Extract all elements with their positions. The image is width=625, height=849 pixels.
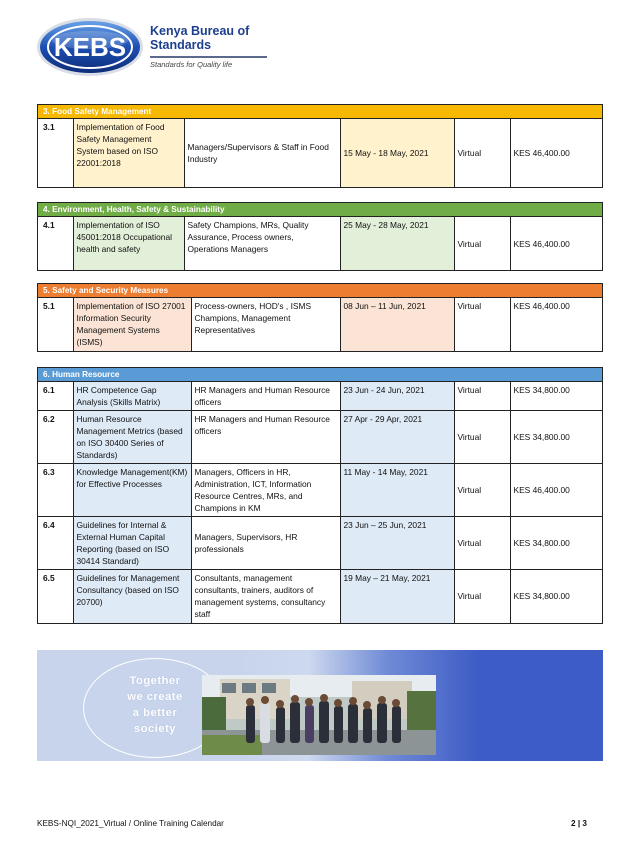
course-number: 3.1 [38,119,73,187]
slogan-line1: Together [129,675,181,687]
course-price: KES 46,400.00 [510,217,602,270]
table-row [38,298,602,351]
course-number: 6.4 [38,517,73,570]
org-name [150,24,290,52]
course-mode: Virtual [454,464,510,517]
tagline: Standards for Quality life [150,60,233,69]
promo-banner [37,650,603,761]
header-divider [150,56,267,58]
course-title: Implementation of Food Safety Management System based on ISO 22001:2018 [73,119,184,187]
slogan-line4: society [133,723,177,735]
group-photo [202,675,436,755]
course-title: Human Resource Management Metrics (based on ISO 30400 Series of Standards) [73,411,191,464]
slogan [93,673,217,737]
kebs-logo [36,16,145,78]
section-security [37,283,603,352]
course-date: 23 Jun – 25 Jun, 2021 [340,517,454,570]
section-heading: 6. Human Resource [38,368,602,382]
table-row [38,464,602,517]
table-row [38,119,602,187]
course-price: KES 34,800.00 [510,382,602,411]
section-heading: 3. Food Safety Management [38,105,602,119]
course-title: Implementation of ISO 45001:2018 Occupational health and safety [73,217,184,270]
course-date: 27 Apr - 29 Apr, 2021 [340,411,454,464]
course-audience: Managers, Supervisors, HR professionals [191,517,340,570]
course-audience: Safety Champions, MRs, Quality Assurance, Process owners, Operations Managers [184,217,340,270]
slogan-line3: a better [132,707,178,719]
table-row [38,570,602,623]
course-mode: Virtual [454,517,510,570]
course-date: 23 Jun - 24 Jun, 2021 [340,382,454,411]
org-name-line1: Kenya Bureau of [150,24,250,38]
page-number: 2 | 3 [571,819,587,828]
course-table [38,298,602,351]
course-title: Knowledge Management(KM) for Effective Processes [73,464,191,517]
table-row [38,382,602,411]
course-number: 4.1 [38,217,73,270]
section-human-resource [37,367,603,624]
course-number: 6.2 [38,411,73,464]
course-price: KES 34,800.00 [510,411,602,464]
course-audience: Managers/Supervisors & Staff in Food Industry [184,119,340,187]
course-price: KES 46,400.00 [510,298,602,351]
course-price: KES 46,400.00 [510,119,602,187]
course-audience: Managers, Officers in HR, Administration, ICT, Information Resource Centres, MRs, and Champions in KM [191,464,340,517]
course-title: Implementation of ISO 27001 Information Security Management Systems (ISMS) [73,298,191,351]
course-date: 25 May - 28 May, 2021 [340,217,454,270]
course-audience: HR Managers and Human Resource officers [191,411,340,464]
section-ehs [37,202,603,271]
course-mode: Virtual [454,217,510,270]
course-audience: Consultants, management consultants, trainers, auditors of management systems, consultancy staff [191,570,340,623]
section-food-safety [37,104,603,188]
course-mode: Virtual [454,382,510,411]
kebs-logo-icon [36,16,145,78]
table-row [38,517,602,570]
course-table [38,217,602,270]
course-price: KES 34,800.00 [510,570,602,623]
section-heading: 4. Environment, Health, Safety & Sustainability [38,203,602,217]
group-photo-image [202,675,436,755]
course-mode: Virtual [454,411,510,464]
org-name-line2: Standards [150,38,212,52]
course-mode: Virtual [454,119,510,187]
course-table [38,119,602,187]
course-mode: Virtual [454,298,510,351]
course-number: 6.3 [38,464,73,517]
table-row [38,411,602,464]
course-title: Guidelines for Internal & External Human Capital Reporting (based on ISO 30414 Standard) [73,517,191,570]
course-date: 08 Jun – 11 Jun, 2021 [340,298,454,351]
course-title: Guidelines for Management Consultancy (based on ISO 20700) [73,570,191,623]
course-title: HR Competence Gap Analysis (Skills Matrix) [73,382,191,411]
course-price: KES 34,800.00 [510,517,602,570]
course-audience: Process-owners, HOD's , ISMS Champions, Management Representatives [191,298,340,351]
svg-text:KEBS: KEBS [53,32,127,62]
slogan-line2: we create [127,691,183,703]
table-row [38,217,602,270]
section-heading: 5. Safety and Security Measures [38,284,602,298]
course-mode: Virtual [454,570,510,623]
course-date: 15 May - 18 May, 2021 [340,119,454,187]
course-number: 6.5 [38,570,73,623]
course-date: 19 May – 21 May, 2021 [340,570,454,623]
course-price: KES 46,400.00 [510,464,602,517]
course-number: 5.1 [38,298,73,351]
course-audience: HR Managers and Human Resource officers [191,382,340,411]
course-table [38,382,602,623]
footer-title: KEBS-NQI_2021_Virtual / Online Training Calendar [37,819,224,828]
course-number: 6.1 [38,382,73,411]
course-date: 11 May - 14 May, 2021 [340,464,454,517]
